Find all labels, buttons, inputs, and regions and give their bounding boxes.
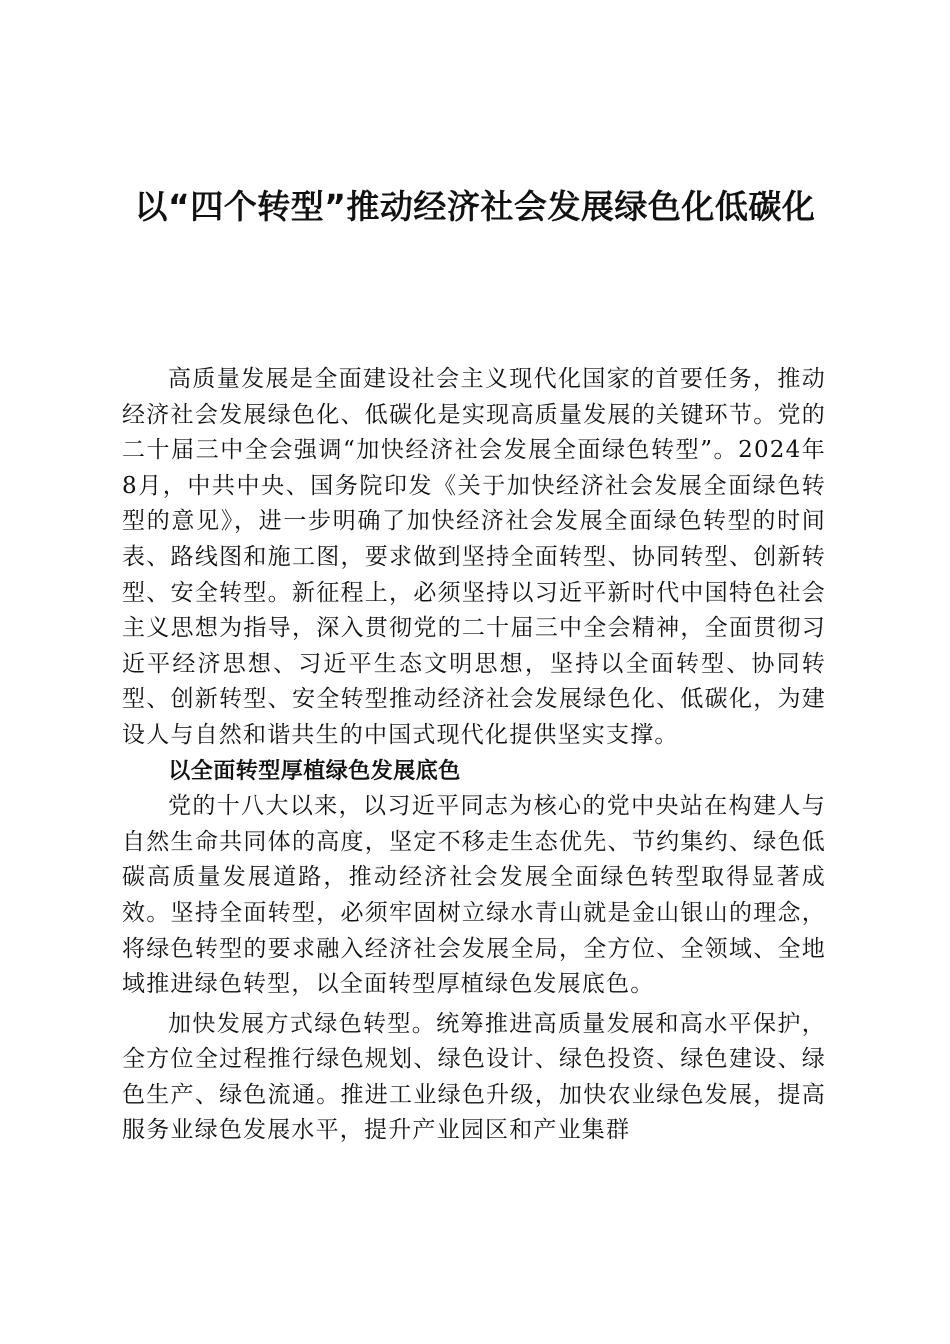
intro-paragraph: 高质量发展是全面建设社会主义现代化国家的首要任务，推动经济社会发展绿色化、低碳化是实现高质量发展的关键环节。党的二十届三中全会强调“加快经济社会发展全面绿色转型”。2024年8月，中共中央、国务院印发《关于加快经济社会发展全面绿色转型的意见》，进一步明确了加快经济社会发展全面绿色转型的时间表、路线图和施工图，要求做到坚持全面转型、协同转型、创新转型、安全转型。新征程上，必须坚持以习近平新时代中国特色社会主义思想为指导，深入贯彻党的二十届三中全会精神，全面贯彻习近平经济思想、习近平生态文明思想，坚持以全面转型、协同转型、创新转型、安全转型推动经济社会发展绿色化、低碳化，为建设人与自然和谐共生的中国式现代化提供坚实支撑。: [122, 366, 826, 748]
section-heading: 以全面转型厚植绿色发展底色: [168, 758, 461, 784]
document-body: [122, 362, 826, 1149]
section-paragraph-2: 加快发展方式绿色转型。统筹推进高质量发展和高水平保护，全方位全过程推行绿色规划、绿色设计、绿色投资、绿色建设、绿色生产、绿色流通。推进工业绿色升级，加快农业绿色发展，提高服务业绿色发展水平，提升产业园区和产业集群: [122, 1010, 826, 1144]
section-paragraph-1: 党的十八大以来，以习近平同志为核心的党中央站在构建人与自然生命共同体的高度，坚定不移走生态优先、节约集约、绿色低碳高质量发展道路，推动经济社会发展全面绿色转型取得显著成效。坚持全面转型，必须牢固树立绿水青山就是金山银山的理念，将绿色转型的要求融入经济社会发展全局，全方位、全领域、全地域推进绿色转型，以全面转型厚植绿色发展底色。: [122, 793, 826, 998]
document-title: 以“四个转型”推动经济社会发展绿色化低碳化: [134, 187, 816, 226]
